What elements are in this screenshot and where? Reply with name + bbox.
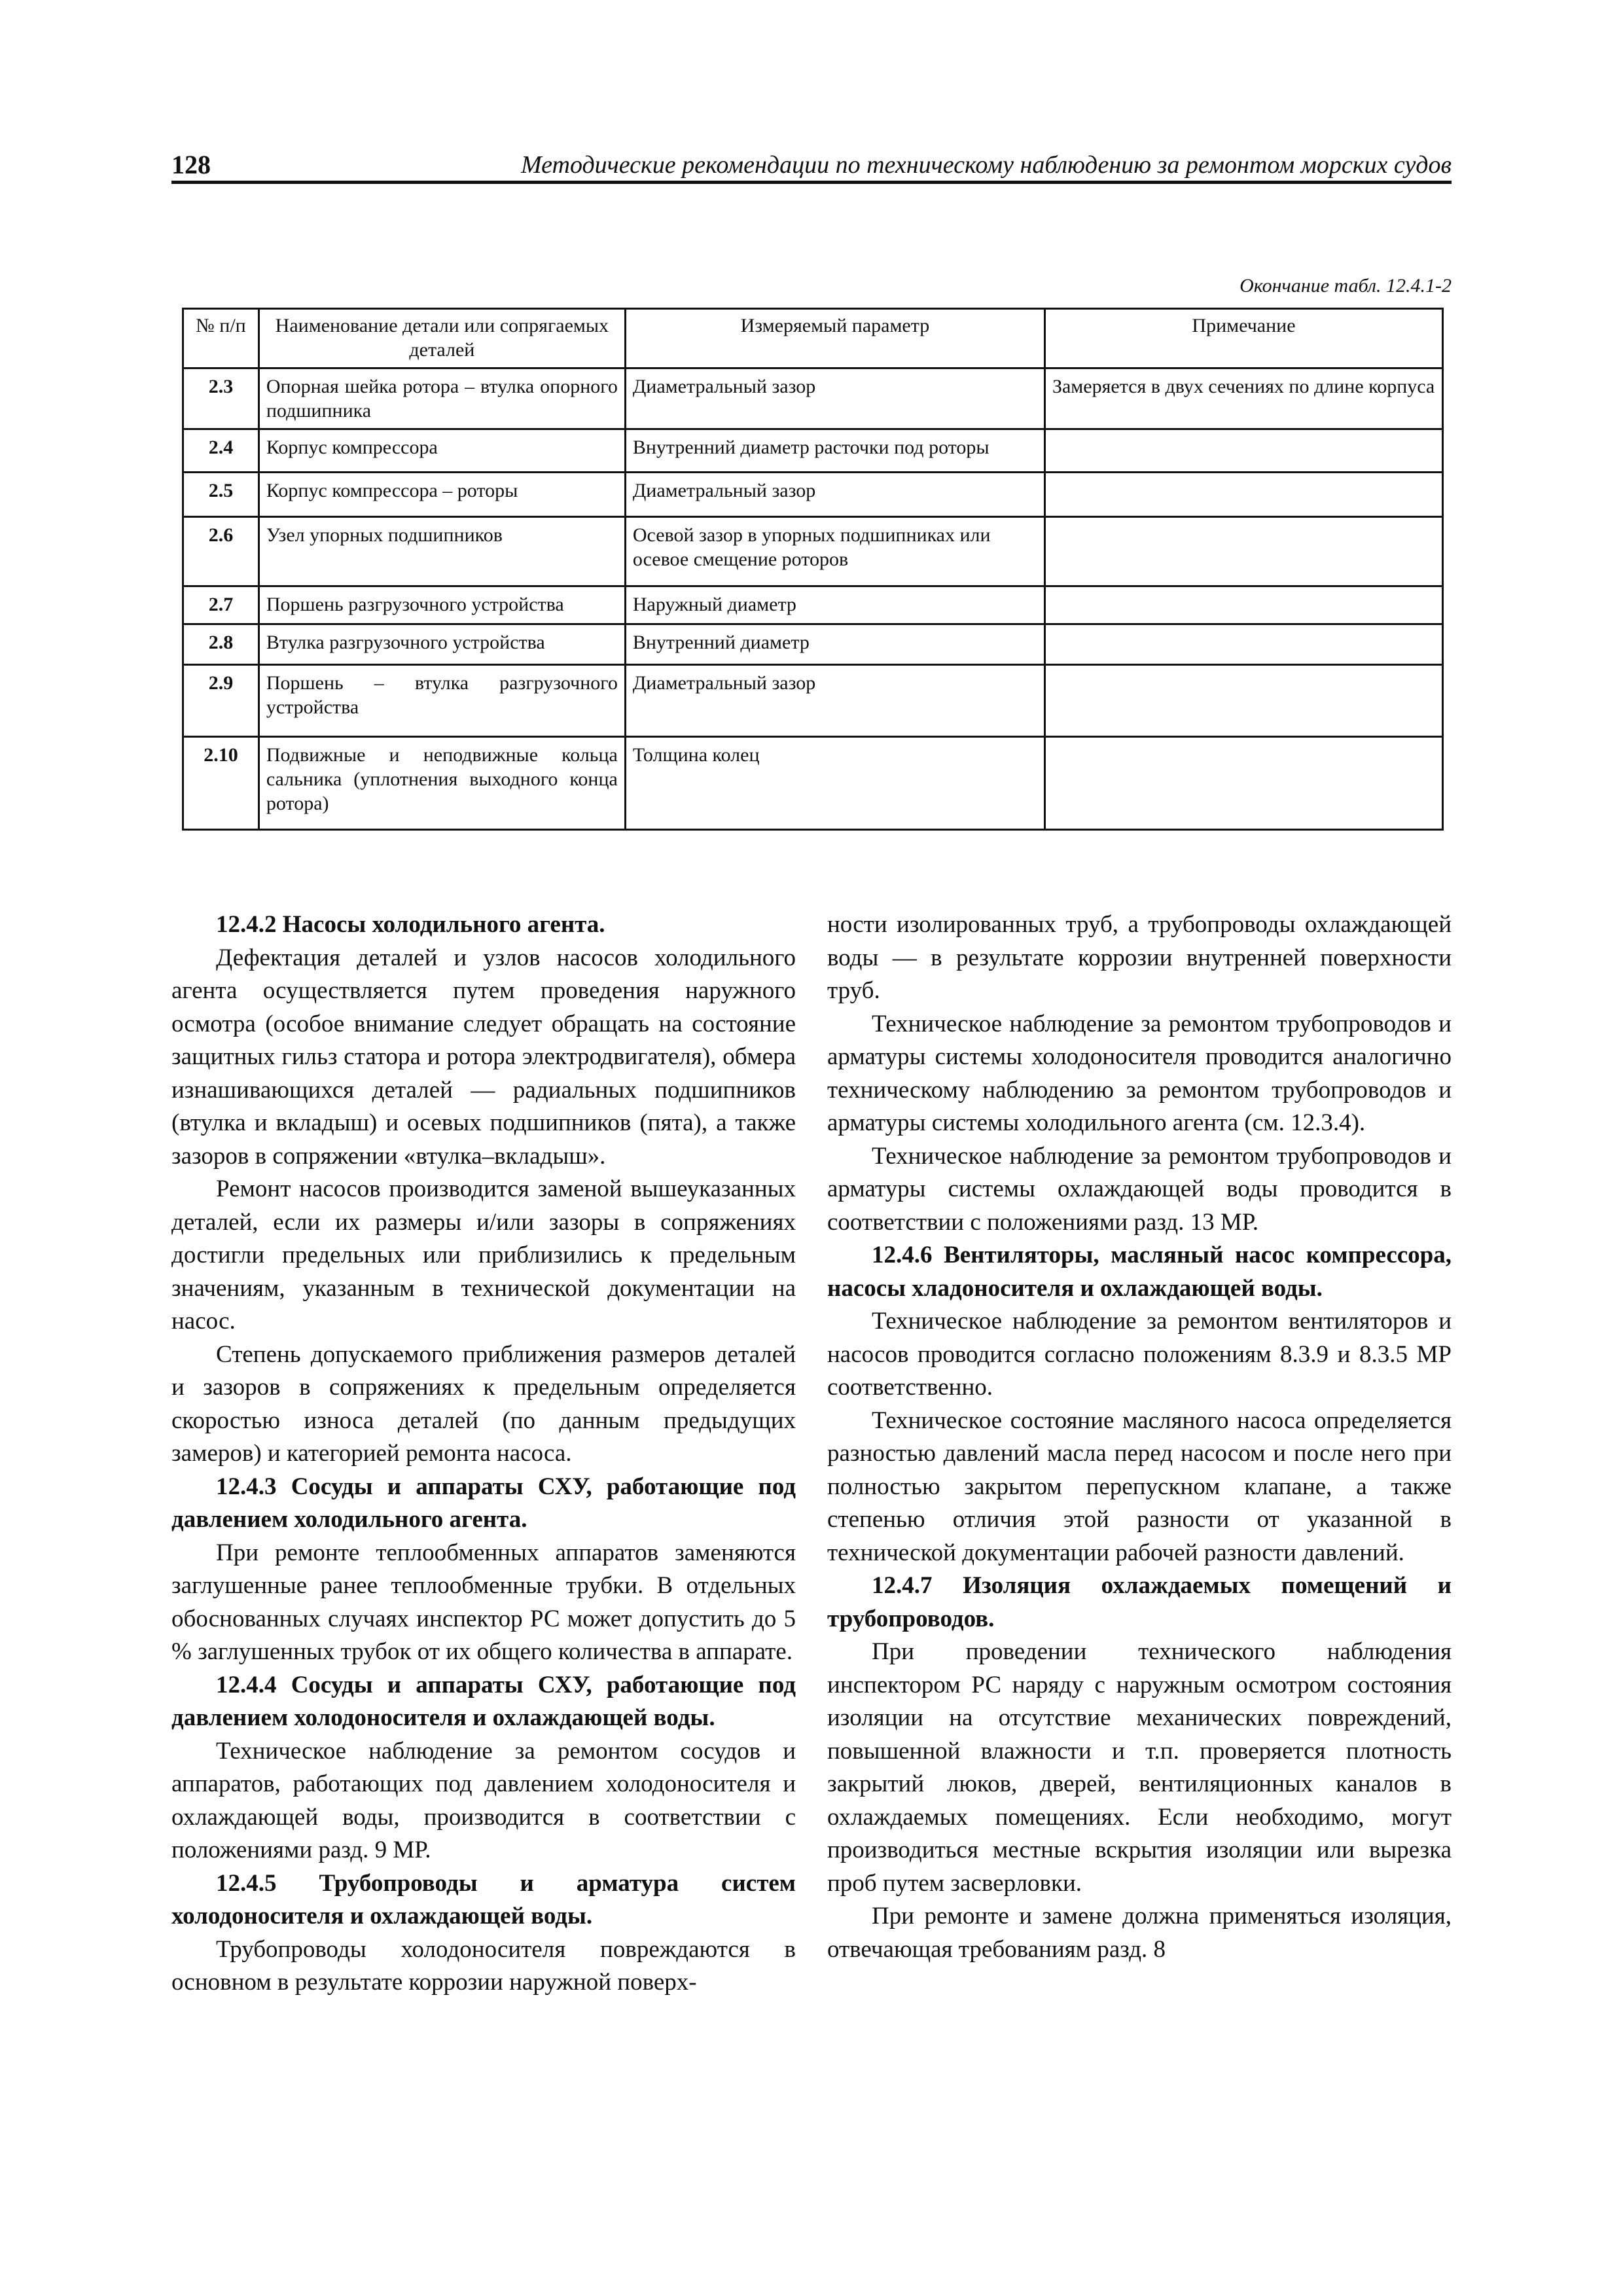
section-heading-12-4-2 bbox=[171, 908, 796, 942]
paragraph: При ремонте теплообменных аппаратов заменяются заглушенные ранее теплообменные трубки. В отдельных обоснованных случаях инспектор РС может допустить до 5 % заглушенных трубок от их общего количества в аппарате. bbox=[171, 1539, 796, 1665]
parameters-table bbox=[182, 308, 1444, 831]
paragraph: Трубопроводы холодоносителя повреждаются в основном в результате коррозии наружной поверх- bbox=[171, 1935, 796, 1996]
row-note bbox=[1044, 517, 1442, 586]
paragraph: Техническое наблюдение за ремонтом трубопроводов и арматуры системы холодоносителя проводится аналогично техническому наблюдению за ремонтом трубопроводов и арматуры системы холодильного агента (см. 12.3.4). bbox=[827, 1010, 1452, 1136]
header-note: Примечание bbox=[1044, 309, 1442, 368]
paragraph: При ремонте и замене должна применяться изоляция, отвечающая требованиям разд. 8 bbox=[827, 1903, 1452, 1963]
row-note bbox=[1044, 586, 1442, 624]
table-row bbox=[183, 368, 1443, 429]
table-row bbox=[183, 737, 1443, 830]
row-name: Корпус компрессора – роторы bbox=[259, 473, 625, 517]
section-title: Сосуды и аппараты СХУ, работающие под давлением холодильного агента. bbox=[171, 1473, 796, 1533]
paragraph: При проведении технического наблюдения инспектором РС наряду с наружным осмотром состояния изоляции на отсутствие механических повреждений, повышенной влажности и т.п. проверяется плотность закрытий люков, дверей, вентиляционных каналов в охлаждаемых помещениях. Если необходимо, могут производиться местные вскрытия изоляции или вырезка проб путем засверловки. bbox=[827, 1638, 1452, 1897]
section-number: 12.4.4 bbox=[216, 1671, 277, 1698]
paragraph: Техническое наблюдение за ремонтом сосудов и аппаратов, работающих под давлением холодоносителя и охлаждающей воды, производится в соответствии с положениями разд. 9 МР. bbox=[171, 1737, 796, 1863]
left-text-column bbox=[171, 908, 796, 2000]
table-row bbox=[183, 473, 1443, 517]
section-number: 12.4.2 bbox=[216, 911, 277, 938]
section-heading-12-4-4 bbox=[171, 1669, 796, 1735]
paragraph: Ремонт насосов производится заменой вышеуказанных деталей, если их размеры и/или зазоры в сопряжениях достигли предельных или приблизились к предельным значениям, указанным в технической документации на насос. bbox=[171, 1175, 796, 1335]
table-header-row bbox=[183, 309, 1443, 368]
row-num: 2.6 bbox=[183, 517, 259, 586]
row-name: Опорная шейка ротора – втулка опорного подшипника bbox=[259, 368, 625, 429]
section-number: 12.4.3 bbox=[216, 1473, 277, 1500]
row-name: Узел упорных подшипников bbox=[259, 517, 625, 586]
row-num: 2.3 bbox=[183, 368, 259, 429]
paragraph: Техническое наблюдение за ремонтом трубопроводов и арматуры системы охлаждающей воды проводится в соответствии с положениями разд. 13 МР. bbox=[827, 1142, 1452, 1236]
row-num: 2.8 bbox=[183, 624, 259, 665]
paragraph: Степень допускаемого приближения размеров деталей и зазоров в сопряжениях к предельным определяется скоростью износа деталей (по данным предыдущих замеров) и категорией ремонта насоса. bbox=[171, 1340, 796, 1467]
row-param: Внутренний диаметр расточки под роторы bbox=[625, 429, 1044, 473]
section-heading-12-4-6 bbox=[827, 1239, 1452, 1305]
paragraph: Техническое наблюдение за ремонтом вентиляторов и насосов проводится согласно положениям 8.3.9 и 8.3.5 МР соответственно. bbox=[827, 1308, 1452, 1401]
paragraph: Дефектация деталей и узлов насосов холодильного агента осуществляется путем проведения наружного осмотра (особое внимание следует обращать на состояние защитных гильз статора и ротора электродвигателя), обмера изнашивающихся деталей — радиальных подшипников (втулка и вкладыш) и осевых подшипников (пята), а также зазоров в сопряжении «втулка–вкладыш». bbox=[171, 944, 796, 1170]
row-num: 2.4 bbox=[183, 429, 259, 473]
section-heading-12-4-7 bbox=[827, 1570, 1452, 1636]
row-name: Поршень разгрузочного устройства bbox=[259, 586, 625, 624]
page-number: 128 bbox=[171, 150, 211, 179]
row-param: Толщина колец bbox=[625, 737, 1044, 830]
paragraph: ности изолированных труб, а трубопроводы охлаждающей воды — в результате коррозии внутренней поверхности труб. bbox=[827, 911, 1452, 1004]
row-name: Поршень – втулка разгрузочного устройства bbox=[259, 665, 625, 737]
row-param: Осевой зазор в упорных подшипниках или осевое смещение роторов bbox=[625, 517, 1044, 586]
row-note bbox=[1044, 624, 1442, 665]
header-name: Наименование детали или сопрягаемых деталей bbox=[259, 309, 625, 368]
row-param: Наружный диаметр bbox=[625, 586, 1044, 624]
table-row bbox=[183, 586, 1443, 624]
paragraph: Техническое состояние масляного насоса определяется разностью давлений масла перед насосом и после него при полностью закрытом перепускном клапане, а также степенью отличия этой разности от указанной в технической документации рабочей разности давлений. bbox=[827, 1407, 1452, 1566]
table-caption: Окончание табл. 12.4.1-2 bbox=[1240, 275, 1452, 296]
row-param: Диаметральный зазор bbox=[625, 665, 1044, 737]
section-title: Трубопроводы и арматура систем холодоносителя и охлаждающей воды. bbox=[171, 1869, 796, 1929]
table-row bbox=[183, 517, 1443, 586]
table-row bbox=[183, 665, 1443, 737]
row-param: Диаметральный зазор bbox=[625, 473, 1044, 517]
row-name: Подвижные и неподвижные кольца сальника (уплотнения выходного конца ротора) bbox=[259, 737, 625, 830]
page-header bbox=[171, 149, 1452, 184]
table-row bbox=[183, 429, 1443, 473]
section-title: Сосуды и аппараты СХУ, работающие под давлением холодоносителя и охлаждающей воды. bbox=[171, 1671, 796, 1731]
row-num: 2.5 bbox=[183, 473, 259, 517]
section-number: 12.4.7 bbox=[872, 1572, 933, 1599]
right-text-column bbox=[827, 908, 1452, 1966]
section-title: Изоляция охлаждаемых помещений и трубопроводов. bbox=[827, 1572, 1452, 1632]
section-title: Насосы холодильного агента. bbox=[282, 911, 605, 938]
section-heading-12-4-5 bbox=[171, 1867, 796, 1933]
row-note bbox=[1044, 473, 1442, 517]
header-param: Измеряемый параметр bbox=[625, 309, 1044, 368]
row-num: 2.9 bbox=[183, 665, 259, 737]
section-heading-12-4-3 bbox=[171, 1471, 796, 1537]
row-note: Замеряется в двух сечениях по длине корпуса bbox=[1044, 368, 1442, 429]
section-number: 12.4.5 bbox=[216, 1869, 277, 1897]
row-name: Корпус компрессора bbox=[259, 429, 625, 473]
row-note bbox=[1044, 429, 1442, 473]
row-num: 2.7 bbox=[183, 586, 259, 624]
section-title: Вентиляторы, масляный насос компрессора, насосы хладоносителя и охлаждающей воды. bbox=[827, 1242, 1452, 1302]
table-row bbox=[183, 624, 1443, 665]
section-number: 12.4.6 bbox=[872, 1242, 933, 1268]
row-name: Втулка разгрузочного устройства bbox=[259, 624, 625, 665]
row-note bbox=[1044, 665, 1442, 737]
row-num: 2.10 bbox=[183, 737, 259, 830]
header-num: № п/п bbox=[183, 309, 259, 368]
row-param: Внутренний диаметр bbox=[625, 624, 1044, 665]
running-title: Методические рекомендации по техническому наблюдению за ремонтом морских судов bbox=[521, 151, 1452, 179]
row-param: Диаметральный зазор bbox=[625, 368, 1044, 429]
row-note bbox=[1044, 737, 1442, 830]
